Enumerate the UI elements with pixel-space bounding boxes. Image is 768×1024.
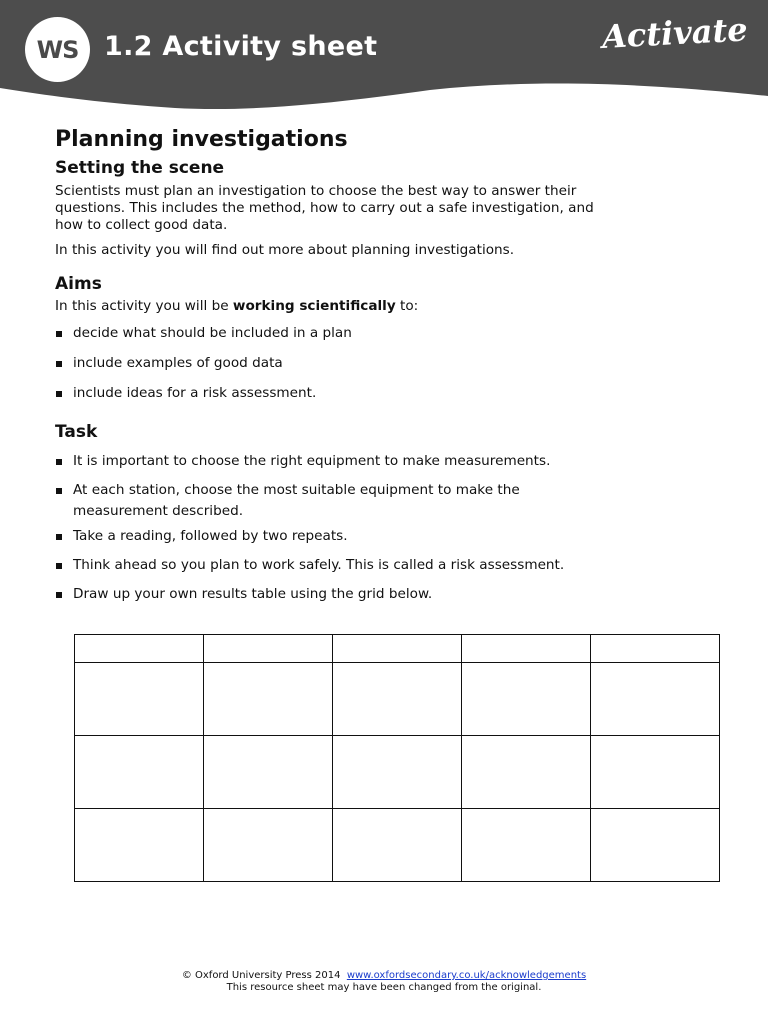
bullet-square-icon xyxy=(56,459,62,465)
grid-cell[interactable] xyxy=(591,809,720,882)
grid-cell[interactable] xyxy=(204,736,333,809)
ws-badge: WS xyxy=(25,17,90,82)
task-list-item xyxy=(55,526,725,547)
grid-cell[interactable] xyxy=(462,663,591,736)
task-item-text: It is important to choose the right equipment to make measurements. xyxy=(73,453,551,469)
main-content xyxy=(55,126,725,605)
task-list-item xyxy=(55,555,725,576)
page-title: Planning investigations xyxy=(55,127,348,152)
task-list-item xyxy=(55,451,725,472)
results-grid-row xyxy=(75,809,720,882)
aims-intro-pre: In this activity you will be xyxy=(55,298,233,314)
copyright-text: © Oxford University Press 2014 xyxy=(181,970,341,981)
grid-cell[interactable] xyxy=(75,663,204,736)
task-item-text: measurement described. xyxy=(73,503,244,519)
aims-item-text: decide what should be included in a plan xyxy=(73,325,352,341)
grid-cell[interactable] xyxy=(75,635,204,663)
grid-cell[interactable] xyxy=(333,635,462,663)
bullet-square-icon xyxy=(56,592,62,598)
grid-cell[interactable] xyxy=(333,663,462,736)
grid-cell[interactable] xyxy=(75,736,204,809)
grid-cell[interactable] xyxy=(333,736,462,809)
grid-cell[interactable] xyxy=(462,736,591,809)
aims-item-text: include ideas for a risk assessment. xyxy=(73,385,317,401)
activate-logo: Activate xyxy=(601,10,749,56)
setting-scene-heading: Setting the scene xyxy=(55,158,225,178)
aims-item-text: include examples of good data xyxy=(73,355,283,371)
task-item-text: Draw up your own results table using the grid below. xyxy=(73,586,433,602)
grid-cell[interactable] xyxy=(333,809,462,882)
aims-heading: Aims xyxy=(55,274,102,294)
footer-note: This resource sheet may have been changed from the original. xyxy=(226,982,542,993)
footer-line-1 xyxy=(0,970,768,982)
grid-cell[interactable] xyxy=(204,663,333,736)
bullet-square-icon xyxy=(56,361,62,367)
aims-list-item xyxy=(55,383,725,404)
scene-paragraph-line: how to collect good data. xyxy=(55,217,228,233)
footer xyxy=(0,970,768,994)
results-grid xyxy=(74,634,720,882)
aims-intro xyxy=(55,298,725,315)
grid-cell[interactable] xyxy=(204,635,333,663)
grid-cell[interactable] xyxy=(591,635,720,663)
results-grid-row xyxy=(75,736,720,809)
bullet-square-icon xyxy=(56,534,62,540)
task-heading: Task xyxy=(55,422,98,442)
task-list-item xyxy=(55,480,725,522)
scene-paragraph-line: Scientists must plan an investigation to choose the best way to answer their xyxy=(55,183,577,199)
bullet-square-icon xyxy=(56,563,62,569)
results-grid-row xyxy=(75,663,720,736)
aims-intro-post: to: xyxy=(395,298,419,314)
grid-cell[interactable] xyxy=(591,663,720,736)
header-band xyxy=(0,0,768,115)
scene-paragraph-line: questions. This includes the method, how to carry out a safe investigation, and xyxy=(55,200,594,216)
bullet-square-icon xyxy=(56,488,62,494)
task-item-text: At each station, choose the most suitable equipment to make the xyxy=(73,482,520,498)
aims-intro-bold: working scientifically xyxy=(232,298,396,314)
bullet-square-icon xyxy=(56,391,62,397)
grid-cell[interactable] xyxy=(75,809,204,882)
grid-cell[interactable] xyxy=(591,736,720,809)
grid-cell[interactable] xyxy=(462,635,591,663)
acknowledgements-link[interactable]: www.oxfordsecondary.co.uk/acknowledgements xyxy=(346,970,587,981)
task-list xyxy=(55,451,725,605)
task-item-text: Take a reading, followed by two repeats. xyxy=(73,528,348,544)
scene-paragraph xyxy=(55,183,725,234)
grid-cell[interactable] xyxy=(462,809,591,882)
results-grid-header-row xyxy=(75,635,720,663)
aims-list-item xyxy=(55,323,725,344)
sheet-title: 1.2 Activity sheet xyxy=(104,31,378,62)
grid-cell[interactable] xyxy=(204,809,333,882)
bullet-square-icon xyxy=(56,331,62,337)
aims-list xyxy=(55,323,725,404)
scene-paragraph-2: In this activity you will find out more about planning investigations. xyxy=(55,242,515,258)
task-item-text: Think ahead so you plan to work safely. This is called a risk assessment. xyxy=(73,557,565,573)
task-list-item xyxy=(55,584,725,605)
aims-list-item xyxy=(55,353,725,374)
